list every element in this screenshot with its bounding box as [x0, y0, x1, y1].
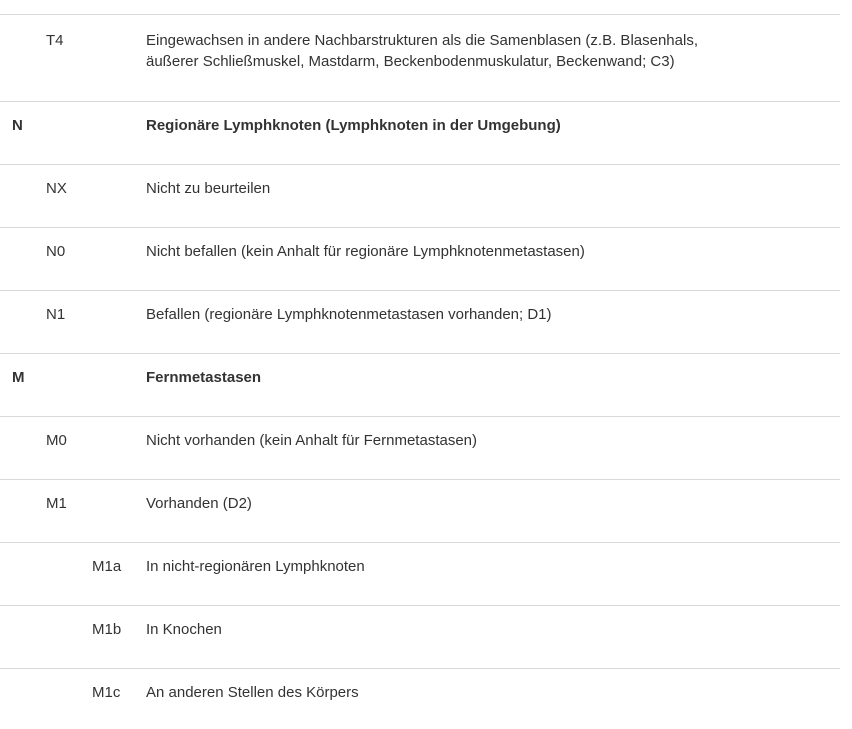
table-row: [0, 416, 840, 479]
table-row: [0, 605, 840, 668]
row-description-line: In nicht-regionären Lymphknoten: [146, 558, 365, 575]
row-code: M1b: [92, 621, 122, 638]
table-row: [0, 14, 840, 101]
table-row: [0, 668, 840, 729]
row-code: N1: [46, 306, 66, 323]
table-row: [0, 290, 840, 353]
table-row: [0, 164, 840, 227]
row-description-line: Vorhanden (D2): [146, 495, 252, 512]
row-code: T4: [46, 32, 64, 49]
row-description-line: Befallen (regionäre Lymphknotenmetastasen vorhanden; D1): [146, 306, 552, 323]
table-row: [0, 542, 840, 605]
row-description-line: An anderen Stellen des Körpers: [146, 684, 359, 701]
row-code: N0: [46, 243, 66, 260]
row-code: NX: [46, 180, 67, 197]
row-description-line: Nicht zu beurteilen: [146, 180, 271, 197]
row-code: M0: [46, 432, 67, 449]
row-code: M1c: [92, 684, 121, 701]
row-description-line: Eingewachsen in andere Nachbarstrukturen als die Samenblasen (z.B. Blasenhals,: [146, 32, 698, 49]
table-row: [0, 227, 840, 290]
table-row: [0, 101, 840, 164]
table-row: [0, 353, 840, 416]
row-description-line: Fernmetastasen: [146, 369, 262, 386]
row-code: M1: [46, 495, 67, 512]
row-description-line: Nicht vorhanden (kein Anhalt für Fernmetastasen): [146, 432, 478, 449]
row-code: N: [12, 117, 23, 134]
table-row: [0, 479, 840, 542]
row-description-line: Regionäre Lymphknoten (Lymphknoten in der Umgebung): [146, 117, 561, 134]
row-description-line: äußerer Schließmuskel, Mastdarm, Beckenbodenmuskulatur, Beckenwand; C3): [146, 53, 675, 70]
row-code: M: [12, 369, 25, 386]
row-code: M1a: [92, 558, 122, 575]
row-description-line: In Knochen: [146, 621, 222, 638]
row-description-line: Nicht befallen (kein Anhalt für regionäre Lymphknotenmetastasen): [146, 243, 585, 260]
